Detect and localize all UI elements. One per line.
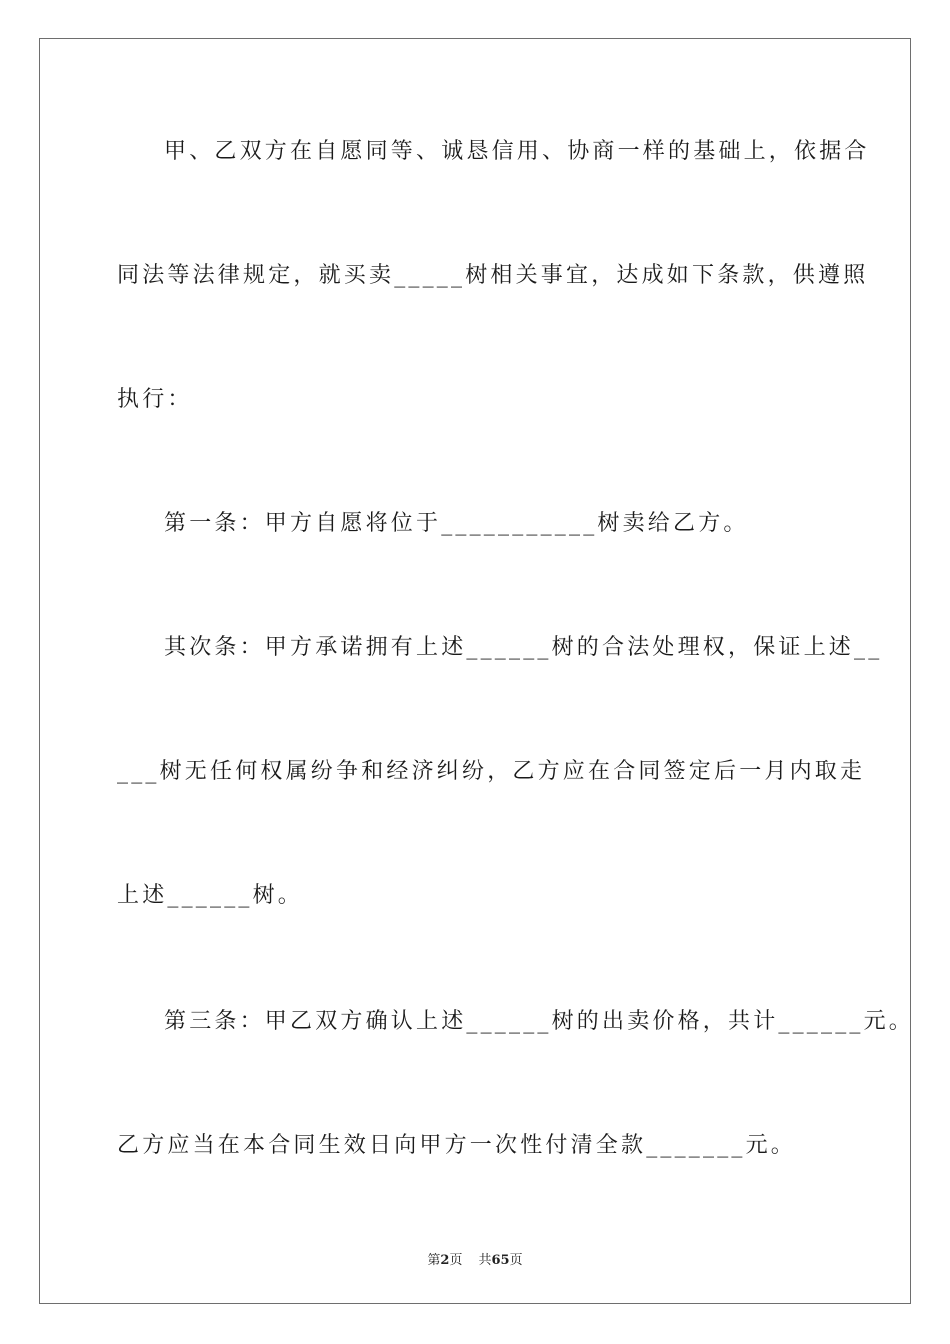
page-prefix: 第 [427, 1253, 441, 1268]
clause-3-line-2: 乙方应当在本合同生效日向甲方一次性付清全款_______元。 [117, 1133, 797, 1158]
clause-2-line-1: 其次条：甲方承诺拥有上述______树的合法处理权，保证上述__ [164, 635, 883, 660]
page-border [39, 38, 911, 1304]
page-number: 2 [440, 1253, 450, 1268]
clause-2-line-2: ___树无任何权属纷争和经济纠纷，乙方应在合同签定后一月内取走 [117, 759, 866, 784]
paragraph-line-3: 执行： [117, 387, 193, 412]
total-pages: 65 [491, 1253, 510, 1268]
page-suffix: 页 [449, 1253, 463, 1268]
total-suffix: 页 [509, 1253, 523, 1268]
total-prefix: 共 [478, 1253, 492, 1268]
clause-2-line-3: 上述______树。 [117, 883, 304, 908]
clause-3-line-1: 第三条：甲乙双方确认上述______树的出卖价格，共计______元。 [164, 1009, 915, 1034]
paragraph-line-2: 同法等法律规定，就买卖_____树相关事宜，达成如下条款，供遵照 [117, 263, 869, 288]
paragraph-line-1: 甲、乙双方在自愿同等、诚恳信用、协商一样的基础上，依据合 [164, 139, 870, 164]
page-footer [0, 1249, 950, 1268]
clause-1-line: 第一条：甲方自愿将位于___________树卖给乙方。 [164, 511, 749, 536]
